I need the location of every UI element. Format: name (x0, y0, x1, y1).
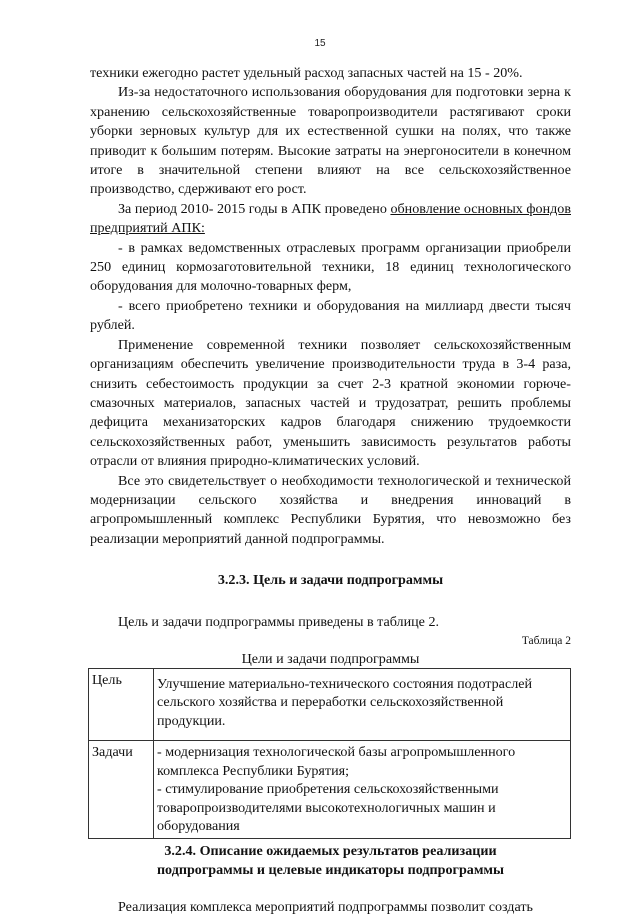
goal-text: Улучшение материально-технического состояния подотраслей сельского хозяйства и переработки сельскохозяйственной продукции. (154, 668, 571, 741)
bullet-1: - в рамках ведомственных отраслевых программ организации приобрели 250 единиц кормозаготовительной техники, 18 единиц технологического оборудования для молочно-товарных ферм, (90, 239, 571, 295)
table-number: Таблица 2 (521, 634, 571, 647)
section-heading-3-2-4-line-2: подпрограммы и целевые индикаторы подпрограммы (156, 861, 505, 878)
underlined-phrase: обновление основных фондов предприятий АПК: (90, 200, 571, 237)
section-3-2-4-text: Реализация комплекса мероприятий подпрограммы позволит создать (118, 899, 533, 916)
paragraph-3 (90, 200, 571, 239)
tasks-cell (154, 741, 571, 839)
task-1: - модернизация технологической базы агропромышленного комплекса Республики Бурятия; (157, 744, 516, 779)
paragraph-3-text: За период 2010- 2015 годы в АПК проведено (118, 200, 391, 217)
page-number: 15 (314, 38, 326, 49)
section-heading-3-2-3: 3.2.3. Цель и задачи подпрограммы (217, 572, 444, 589)
table-intro: Цель и задачи подпрограммы приведены в таблице 2. (118, 613, 440, 630)
table-row-goal (89, 668, 571, 741)
task-2: - стимулирование приобретения сельскохозяйственными товаропроизводителями высокотехнологичных машин и оборудования (157, 781, 499, 835)
paragraph-7: Все это свидетельствует о необходимости технологической и технической модернизации сельского хозяйства и внедрения инноваций в агропромышленный комплекс Республики Бурятия, что невозможно без реализации мероприятий данной подпрограммы. (90, 472, 571, 547)
table-title: Цели и задачи подпрограммы (241, 650, 420, 667)
document-body (90, 64, 571, 918)
paragraph-1: техники ежегодно растет удельный расход запасных частей на 15 - 20%. (90, 65, 523, 81)
paragraph-2: Из-за недостаточного использования оборудования для подготовки зерна к хранению сельскохозяйственные товаропроизводители растягивают сроки уборки зерновых культур для их естественной сушки на полях, что также приводит к большим потерям. Высокие затраты на энергоносители в конечном итоге в значительной степени влияют на все сельскохозяйственное производство, сдерживают его рост. (90, 84, 571, 198)
table-row-tasks (89, 741, 571, 839)
section-heading-3-2-4-line-1: 3.2.4. Описание ожидаемых результатов реализации (164, 842, 497, 859)
goals-table (88, 668, 571, 839)
paragraph-6: Применение современной техники позволяет сельскохозяйственным организациям обеспечить увеличение производительности труда в 3-4 раза, снизить себестоимость продукции за счет 2-3 кратной экономии горюче-смазочных материалов, запасных частей и трудозатрат, решить проблемы дефицита механизаторских кадров благодаря снижению трудоемкости сельскохозяйственных работ, уменьшить зависимость результатов работы отрасли от влияния природно-климатических условий. (90, 336, 571, 470)
bullet-2: - всего приобретено техники и оборудования на миллиард двести тысяч рублей. (90, 297, 571, 334)
tasks-label: Задачи (89, 741, 154, 839)
goal-label: Цель (89, 668, 154, 741)
